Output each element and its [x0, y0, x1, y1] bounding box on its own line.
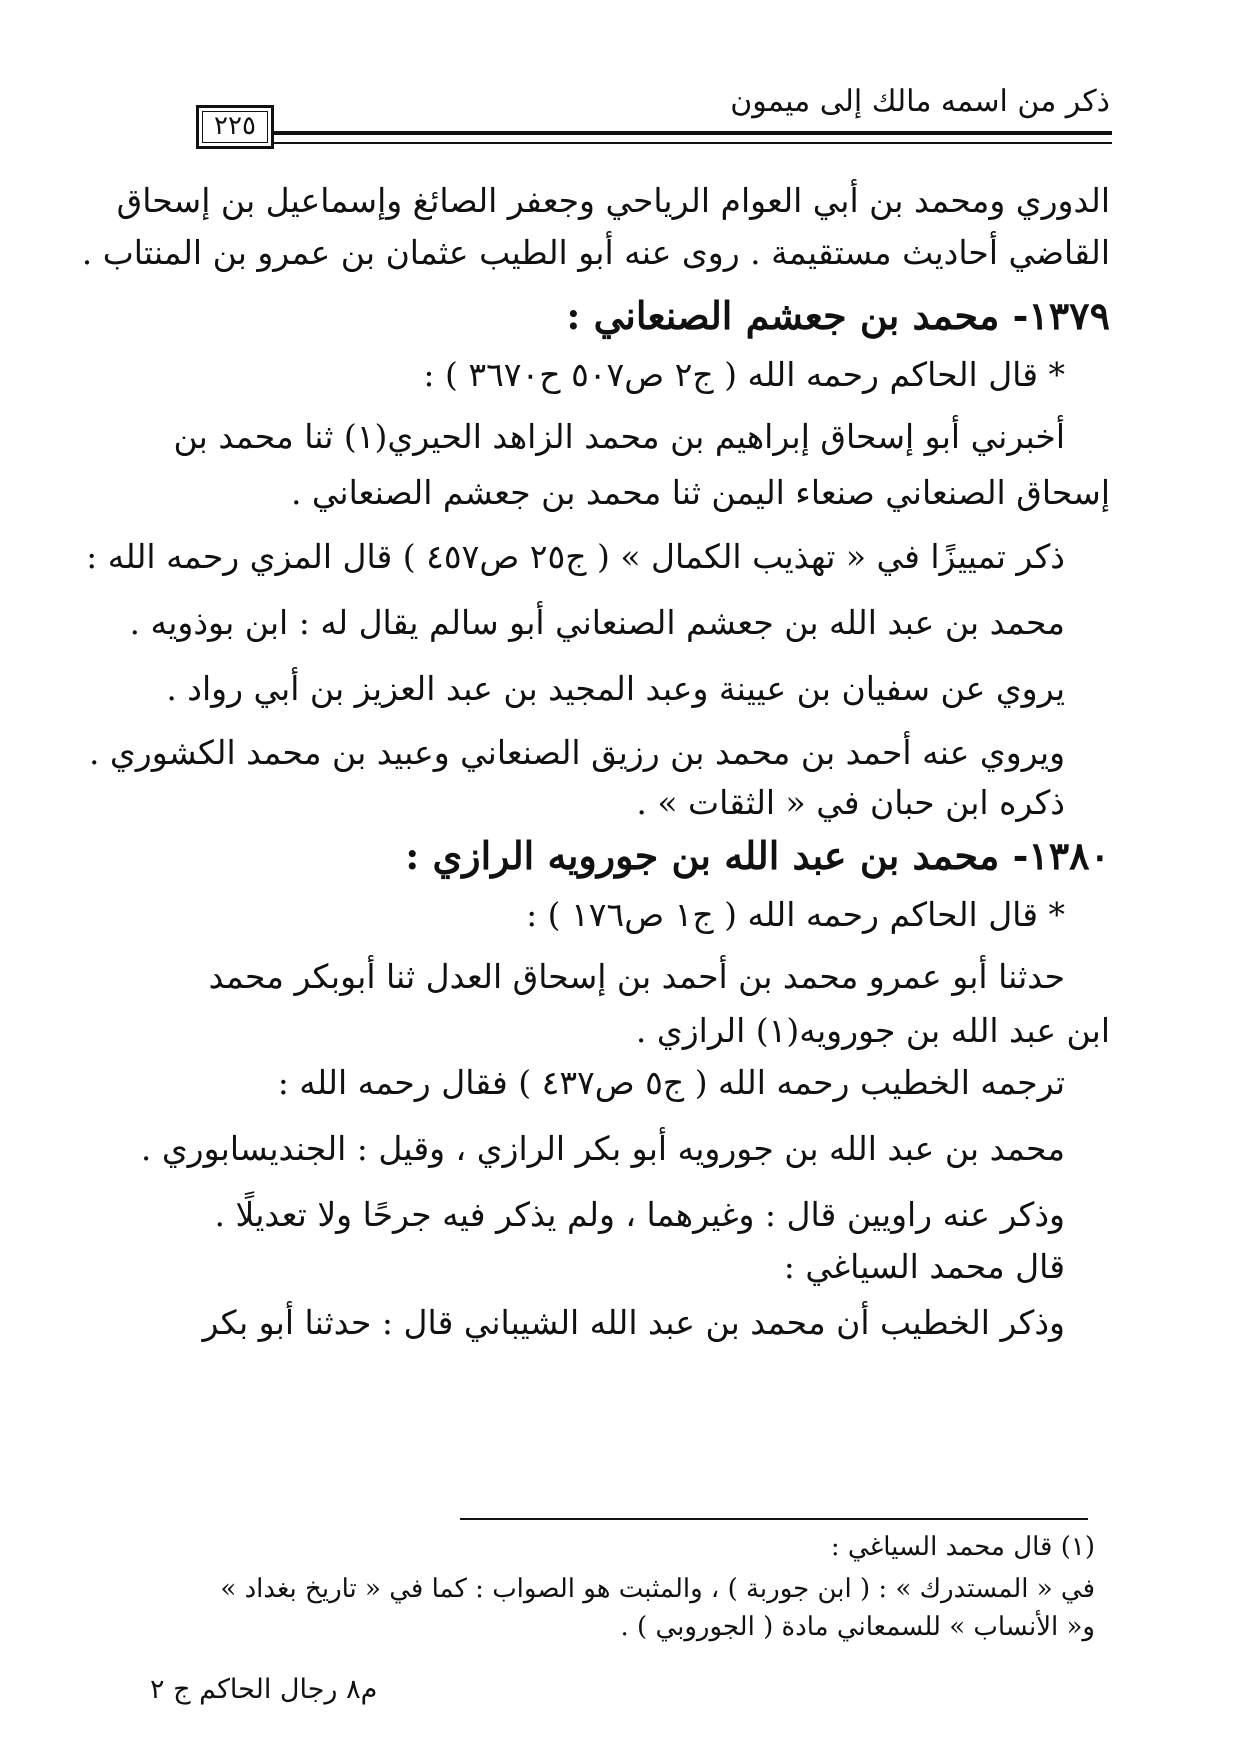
- body-line: * قال الحاكم رحمه الله ( ج١ ص١٧٦ ) :: [526, 895, 1065, 934]
- body-line: وذكر الخطيب أن محمد بن عبد الله الشيباني قال : حدثنا أبو بكر: [202, 1303, 1065, 1342]
- footnote-line: و« الأنساب » للسمعاني مادة ( الجوروبي ) .: [620, 1612, 1095, 1642]
- body-line: محمد بن عبد الله بن جورويه أبو بكر الرازي ، وقيل : الجنديسابوري .: [140, 1129, 1065, 1168]
- body-line: وذكر عنه راويين قال : وغيرهما ، ولم يذكر فيه جرحًا ولا تعديلًا .: [214, 1195, 1065, 1234]
- header-rule-thick: [274, 131, 1112, 135]
- body-line: ابن عبد الله بن جورويه(١) الرازي .: [635, 1011, 1110, 1050]
- body-line: ذكره ابن حبان في « الثقات » .: [636, 783, 1065, 822]
- footnote-line: (١) قال محمد السياغي :: [830, 1532, 1095, 1562]
- body-line: الدوري ومحمد بن أبي العوام الرياحي وجعفر الصائغ وإسماعيل بن إسحاق: [116, 181, 1110, 220]
- entry-heading-1379: ١٣٧٩- محمد بن جعشم الصنعاني :: [566, 293, 1110, 338]
- footnote-rule: [460, 1518, 1088, 1520]
- footnote-line: في « المستدرك » : ( ابن جوربة ) ، والمثبت هو الصواب : كما في « تاريخ بغداد »: [220, 1574, 1095, 1604]
- body-line: ويروي عنه أحمد بن محمد بن رزيق الصنعاني وعبيد بن محمد الكشوري .: [88, 733, 1065, 772]
- body-line: أخبرني أبو إسحاق إبراهيم بن محمد الزاهد الحيري(١) ثنا محمد بن: [173, 417, 1065, 456]
- body-line: حدثنا أبو عمرو محمد بن أحمد بن إسحاق العدل ثنا أبوبكر محمد: [208, 957, 1065, 996]
- running-title: ذكر من اسمه مالك إلى ميمون: [730, 84, 1110, 119]
- body-line: إسحاق الصنعاني صنعاء اليمن ثنا محمد بن جعشم الصنعاني .: [290, 473, 1110, 512]
- body-line: القاضي أحاديث مستقيمة . روى عنه أبو الطيب عثمان بن عمرو بن المنتاب .: [81, 233, 1110, 272]
- page-number: ٢٢٥: [196, 105, 274, 149]
- body-line: قال محمد السياغي :: [783, 1247, 1065, 1286]
- signature-mark: م٨ رجال الحاكم ج ٢: [150, 1674, 378, 1705]
- body-line: يروي عن سفيان بن عيينة وعبد المجيد بن عبد العزيز بن أبي رواد .: [166, 669, 1065, 708]
- entry-heading-1380: ١٣٨٠- محمد بن عبد الله بن جورويه الرازي :: [405, 833, 1110, 878]
- body-line: * قال الحاكم رحمه الله ( ج٢ ص٥٠٧ ح٣٦٧٠ ) :: [423, 355, 1065, 394]
- body-line: ذكر تمييزًا في « تهذيب الكمال » ( ج٢٥ ص٤٥٧ ) قال المزي رحمه الله :: [86, 537, 1065, 576]
- header-rule-thin: [274, 142, 1112, 144]
- body-line: ترجمه الخطيب رحمه الله ( ج٥ ص٤٣٧ ) فقال رحمه الله :: [277, 1063, 1065, 1102]
- body-line: محمد بن عبد الله بن جعشم الصنعاني أبو سالم يقال له : ابن بوذويه .: [129, 603, 1065, 642]
